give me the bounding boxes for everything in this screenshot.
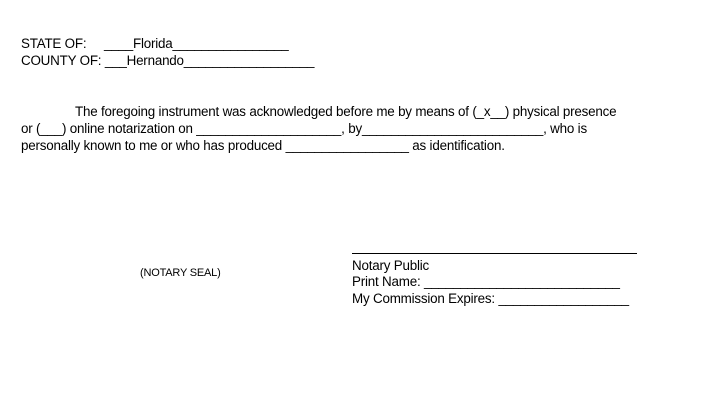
county-of-line: COUNTY OF: ___Hernando__________________	[21, 53, 315, 68]
acknowledgment-line-3: personally known to me or who has produced _________________ as identification.	[21, 138, 505, 153]
print-name-line: Print Name: ___________________________	[352, 274, 620, 289]
acknowledgment-line-1: The foregoing instrument was acknowledged before me by means of (_x__) physical presence	[75, 104, 617, 119]
acknowledgment-line-2: or (___) online notarization on ____________________, by_________________________, who is	[21, 121, 587, 136]
notary-public-title: Notary Public	[352, 258, 430, 273]
notary-seal-label: (NOTARY SEAL)	[140, 267, 221, 279]
state-of-line: STATE OF: ____Florida________________	[21, 36, 289, 51]
commission-expires-line: My Commission Expires: __________________	[352, 291, 629, 306]
notary-signature-line	[352, 253, 637, 254]
